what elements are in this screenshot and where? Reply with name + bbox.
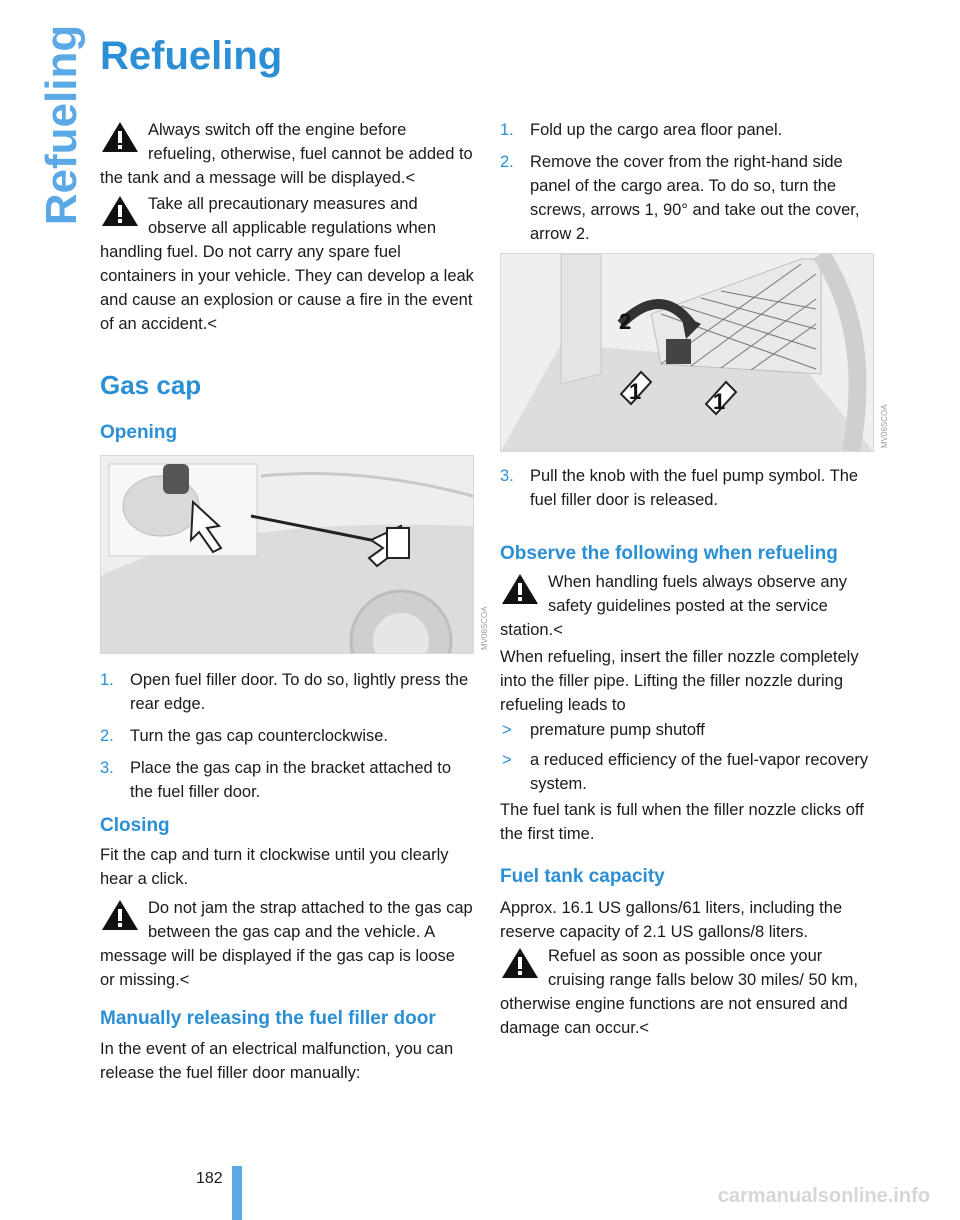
warning-text: Take all precautionary measures and observe all applicable regulations when handling fuel. Do not carry any spare fuel containers in your vehicle. They can develop a leak and cause an explosion or cause a fire in the event of an accident.	[100, 195, 474, 333]
side-section-tab	[22, 24, 87, 226]
refuel-consequences-list	[500, 718, 874, 802]
list-item	[100, 756, 474, 804]
end-mark: <	[639, 1019, 650, 1037]
step-text: Open fuel filler door. To do so, lightly press the rear edge.	[130, 671, 469, 713]
list-item	[500, 464, 874, 512]
step-number: 3.	[500, 467, 514, 485]
warning-icon	[100, 194, 140, 228]
step-text: Pull the knob with the fuel pump symbol. The fuel filler door is released.	[530, 467, 859, 509]
opening-steps-list	[100, 668, 474, 812]
warning-block	[500, 944, 874, 1040]
gas-cap-illustration	[100, 455, 474, 654]
warning-icon	[500, 946, 540, 980]
callout-1: 1	[713, 389, 726, 414]
bullet-text: premature pump shutoff	[530, 721, 705, 739]
page-marker-bar	[232, 1166, 242, 1220]
warning-text: Do not jam the strap attached to the gas cap between the gas cap and the vehicle. A message will be displayed if the gas cap is loose or missing.	[100, 899, 473, 989]
figure-code: MV06SCOA	[480, 606, 489, 650]
section-heading-gas-cap: Gas cap	[100, 370, 202, 400]
subheading-observe: Observe the following when refueling	[500, 543, 838, 564]
cargo-panel-drawing	[501, 254, 873, 451]
step-text: Turn the gas cap counterclockwise.	[130, 727, 389, 745]
list-item	[500, 718, 874, 742]
warning-icon	[500, 572, 540, 606]
warning-block	[500, 570, 874, 642]
warning-block	[100, 896, 474, 992]
callout-1: 1	[629, 379, 642, 404]
step-number: 3.	[100, 759, 114, 777]
cargo-area-illustration	[500, 253, 874, 452]
car-fuel-door-drawing	[101, 456, 473, 653]
list-item	[500, 150, 874, 246]
step-number: 2.	[100, 727, 114, 745]
manual-release-text: In the event of an electrical malfunction, you can release the fuel filler door manually:	[100, 1040, 454, 1082]
figure-code: MV06SCOA	[880, 404, 889, 448]
subheading-capacity: Fuel tank capacity	[500, 866, 665, 887]
subheading-closing: Closing	[100, 815, 170, 836]
warning-block	[100, 192, 474, 336]
release-steps-list	[500, 118, 874, 254]
step-text: Fold up the cargo area floor panel.	[530, 121, 783, 139]
step-number: 1.	[500, 121, 514, 139]
warning-block	[100, 118, 474, 190]
warning-text: When handling fuels always observe any safety guidelines posted at the service station.	[500, 573, 848, 639]
capacity-text: Approx. 16.1 US gallons/61 liters, including the reserve capacity of 2.1 US gallons/8 liters.	[500, 899, 843, 941]
end-mark: <	[179, 971, 190, 989]
step-number: 1.	[100, 671, 114, 689]
side-tab-label: Refueling	[37, 24, 87, 226]
release-steps-list-continued	[500, 464, 874, 520]
step-text: Remove the cover from the right-hand side panel of the cargo area. To do so, turn the screws, arrows 1, 90° and take out the cover, arrow 2.	[530, 153, 860, 243]
page-number: 182	[196, 1170, 223, 1187]
step-text: Place the gas cap in the bracket attached to the fuel filler door.	[130, 759, 452, 801]
subheading-opening: Opening	[100, 422, 178, 443]
bullet-mark: >	[502, 721, 512, 739]
end-mark: <	[207, 315, 217, 333]
end-mark: <	[553, 621, 563, 639]
list-item	[500, 748, 874, 796]
step-number: 2.	[500, 153, 514, 171]
refuel-text: When refueling, insert the filler nozzle completely into the filler pipe. Lifting the filler nozzle during refueling leads to	[500, 648, 859, 714]
bullet-text: a reduced efficiency of the fuel-vapor recovery system.	[530, 751, 869, 793]
page-title: Refueling	[100, 34, 283, 78]
list-item	[500, 118, 874, 142]
warning-text: Always switch off the engine before refueling, otherwise, fuel cannot be added to the tank and a message will be displayed.	[100, 121, 473, 187]
warning-text: Refuel as soon as possible once your cruising range falls below 30 miles/ 50 km, otherwise engine functions are not ensured and damage can occur.	[500, 947, 858, 1037]
warning-icon	[100, 898, 140, 932]
callout-2: 2	[619, 309, 632, 334]
list-item	[100, 668, 474, 716]
tank-full-text: The fuel tank is full when the filler nozzle clicks off the first time.	[500, 801, 864, 843]
list-item	[100, 724, 474, 748]
end-mark: <	[405, 169, 416, 187]
warning-icon	[100, 120, 140, 154]
subheading-manual-release: Manually releasing the fuel filler door	[100, 1008, 436, 1029]
watermark: carmanualsonline.info	[717, 1185, 930, 1207]
closing-text: Fit the cap and turn it clockwise until you clearly hear a click.	[100, 846, 449, 888]
bullet-mark: >	[502, 751, 512, 769]
